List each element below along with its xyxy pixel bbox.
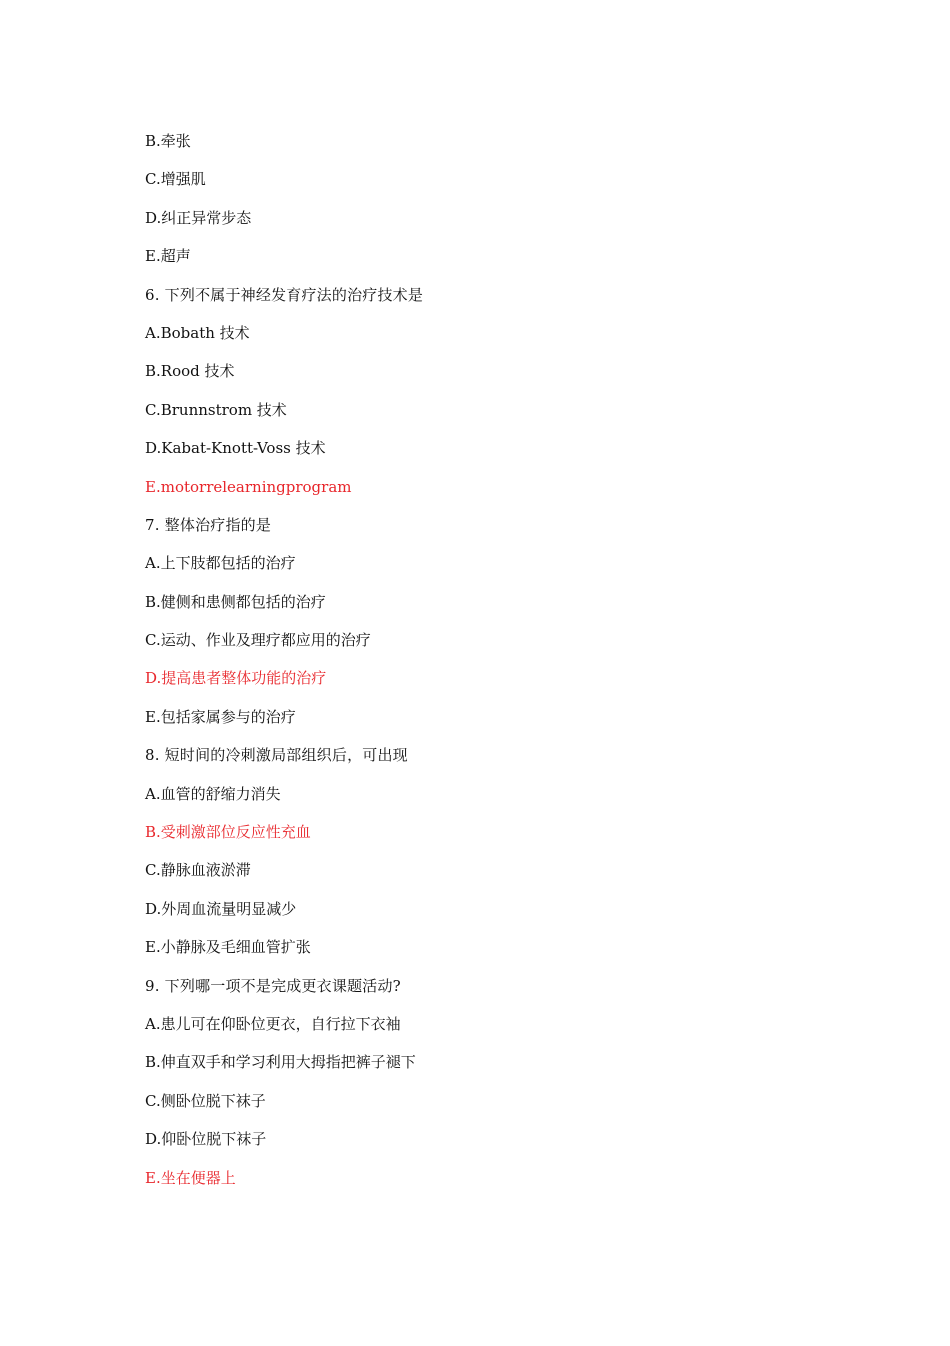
answer-option: A.血管的舒缩力消失 <box>145 784 281 803</box>
question-list <box>145 129 905 1204</box>
question-stem: 7. 整体治疗指的是 <box>145 515 272 534</box>
answer-option: C.增强肌 <box>145 170 206 189</box>
answer-option: A.患儿可在仰卧位更衣，自行拉下衣袖 <box>145 1014 401 1033</box>
question-stem: 8. 短时间的冷刺激局部组织后，可出现 <box>145 746 408 765</box>
answer-option: B.伸直双手和学习利用大拇指把裤子褪下 <box>145 1053 416 1072</box>
answer-option: E.包括家属参与的治疗 <box>145 707 296 726</box>
answer-option: D.仰卧位脱下袜子 <box>145 1130 267 1149</box>
answer-option: E.小静脉及毛细血管扩张 <box>145 938 311 957</box>
answer-option: C.侧卧位脱下袜子 <box>145 1091 266 1110</box>
answer-option: D.外周血流量明显减少 <box>145 899 297 918</box>
correct-answer-option: E.motorrelearningprogram <box>145 477 352 496</box>
answer-option: B.健侧和患侧都包括的治疗 <box>145 592 326 611</box>
answer-option: D.Kabat-Knott-Voss 技术 <box>145 439 326 458</box>
correct-answer-option: E.坐在便器上 <box>145 1168 236 1187</box>
question-stem: 9. 下列哪一项不是完成更衣课题活动? <box>145 976 401 995</box>
answer-option: A.Bobath 技术 <box>145 323 250 342</box>
question-stem: 6. 下列不属于神经发育疗法的治疗技术是 <box>145 285 424 304</box>
correct-answer-option: D.提高患者整体功能的治疗 <box>145 669 327 688</box>
answer-option: B.Rood 技术 <box>145 362 235 381</box>
answer-option: C.运动、作业及理疗都应用的治疗 <box>145 631 371 650</box>
answer-option: B.牵张 <box>145 132 191 150</box>
answer-option: E.超声 <box>145 247 191 266</box>
answer-option: A.上下肢都包括的治疗 <box>145 554 296 573</box>
correct-answer-option: B.受刺激部位反应性充血 <box>145 823 311 842</box>
answer-option: C.静脉血液淤滞 <box>145 861 251 880</box>
answer-option: C.Brunnstrom 技术 <box>145 400 287 419</box>
answer-option: D.纠正异常步态 <box>145 208 252 227</box>
